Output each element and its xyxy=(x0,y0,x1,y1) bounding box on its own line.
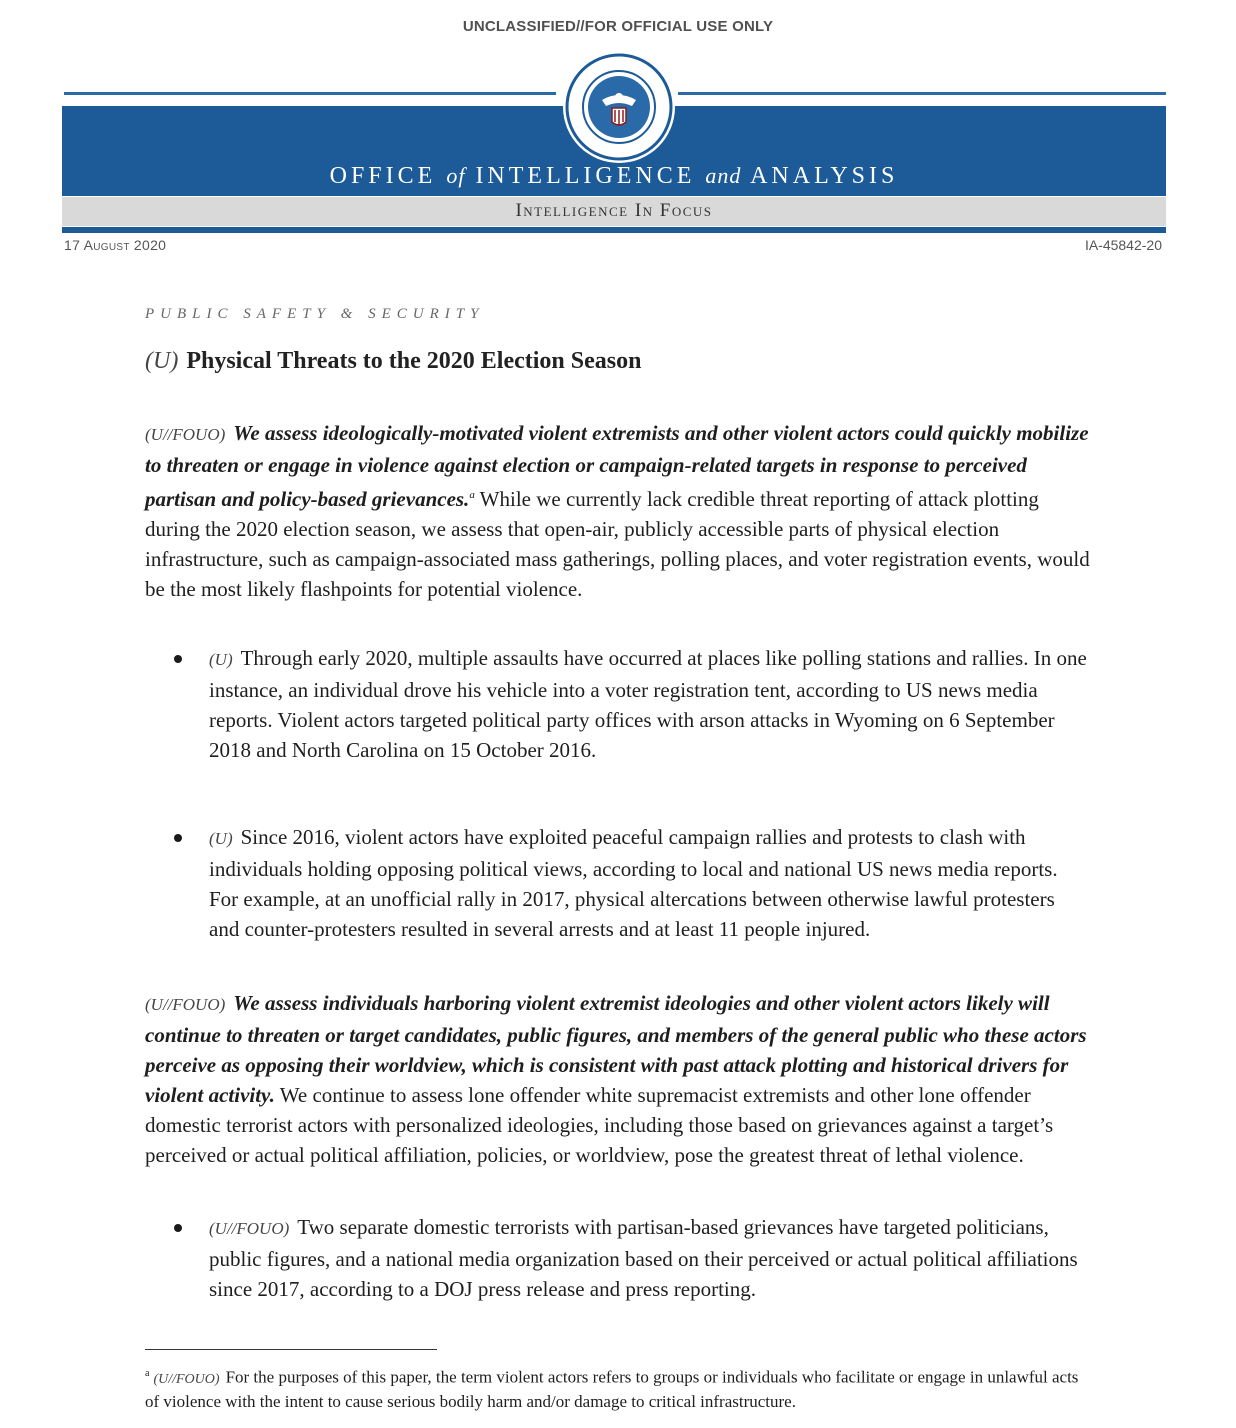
bullet-item xyxy=(209,643,1089,765)
footnote-divider xyxy=(145,1349,437,1350)
bullet-icon xyxy=(174,834,182,842)
title-text: Physical Threats to the 2020 Election Season xyxy=(186,348,642,374)
category-label: PUBLIC SAFETY & SECURITY xyxy=(145,306,485,322)
bullet-icon xyxy=(174,1224,182,1232)
bullet-marking: (U//FOUO) xyxy=(209,1219,290,1238)
bullet-item xyxy=(209,1212,1089,1304)
bullet-marking: (U) xyxy=(209,829,233,848)
footnote-label: a xyxy=(145,1368,150,1379)
office-title-of: of xyxy=(446,163,466,188)
footnote-reference[interactable]: a xyxy=(469,489,475,501)
bullet-text: Since 2016, violent actors have exploited peaceful campaign rallies and protests to clash with individuals holding opposing political views, according to local and national US news media reports. For example, at an unofficial rally in 2017, physical altercations between otherwise lawful protesters and counter-protesters resulted in several arrests and at least 11 people injured. xyxy=(209,825,1058,941)
bullet-text: Two separate domestic terrorists with partisan-based grievances have targeted politicians, public figures, and a national media organization based on their perceived or actual political affiliations since 2017, according to a DOJ press release and press reporting. xyxy=(209,1215,1078,1301)
office-title-word-1: OFFICE xyxy=(329,163,437,189)
office-title-word-3: ANALYSIS xyxy=(750,163,899,189)
paragraph-marking: (U//FOUO) xyxy=(145,425,226,444)
footnote-text: For the purposes of this paper, the term violent actors refers to groups or individuals who facilitate or engage in unlawful acts of violence with the intent to cause serious bodily harm and/or damage to critical infrastructure. xyxy=(145,1367,1079,1411)
footnote-marking: (U//FOUO) xyxy=(153,1371,220,1387)
classification-banner: UNCLASSIFIED//FOR OFFICIAL USE ONLY xyxy=(462,18,774,35)
header-rule-right xyxy=(678,92,1166,95)
document-number: IA-45842-20 xyxy=(1084,237,1162,253)
office-title xyxy=(62,163,1166,190)
dhs-seal-icon xyxy=(562,50,676,164)
paragraph-1 xyxy=(145,418,1095,604)
page-title xyxy=(145,348,641,375)
bullet-item xyxy=(209,822,1089,944)
footnote xyxy=(145,1363,1085,1413)
office-title-and: and xyxy=(705,163,742,188)
product-line-title: Intelligence In Focus xyxy=(515,200,713,221)
office-title-word-2: INTELLIGENCE xyxy=(475,163,696,189)
paragraph-body: We continue to assess lone offender white supremacist extremists and other lone offender domestic terrorist actors with personalized ideologies, including those based on grievances against a target’s perceived or actual political affiliation, policies, or worldview, pose the greatest threat of lethal violence. xyxy=(145,1083,1054,1167)
header-rule-left xyxy=(64,92,556,95)
paragraph-marking: (U//FOUO) xyxy=(145,995,226,1014)
publication-date: 17 August 2020 xyxy=(64,237,167,253)
paragraph-key-judgment: We assess individuals harboring violent extremist ideologies and other violent actors likely will continue to threaten or target candidates, public figures, and members of the general public who these actors perceive as opposing their worldview, which is consistent with past attack plotting and historical drivers for violent activity. xyxy=(145,991,1087,1107)
header-bottom-rule xyxy=(62,227,1166,233)
bullet-marking: (U) xyxy=(209,650,233,669)
bullet-icon xyxy=(174,655,182,663)
title-classification-marking: (U) xyxy=(145,348,179,374)
paragraph-2 xyxy=(145,988,1095,1170)
paragraph-key-judgment: We assess ideologically-motivated violent extremists and other violent actors could quickly mobilize to threaten or engage in violence against election or campaign-related targets in response to perceived partisan and policy-based grievances. xyxy=(145,421,1089,511)
bullet-text: Through early 2020, multiple assaults have occurred at places like polling stations and rallies. In one instance, an individual drove his vehicle into a voter registration tent, according to US news media reports. Violent actors targeted political party offices with arson attacks in Wyoming on 6 September 2018 and North Carolina on 15 October 2016. xyxy=(209,646,1087,762)
paragraph-body: While we currently lack credible threat reporting of attack plotting during the 2020 election season, we assess that open-air, publicly accessible parts of physical election infrastructure, such as campaign-associated mass gatherings, polling places, and voter registration events, would be the most likely flashpoints for potential violence. xyxy=(145,487,1090,601)
